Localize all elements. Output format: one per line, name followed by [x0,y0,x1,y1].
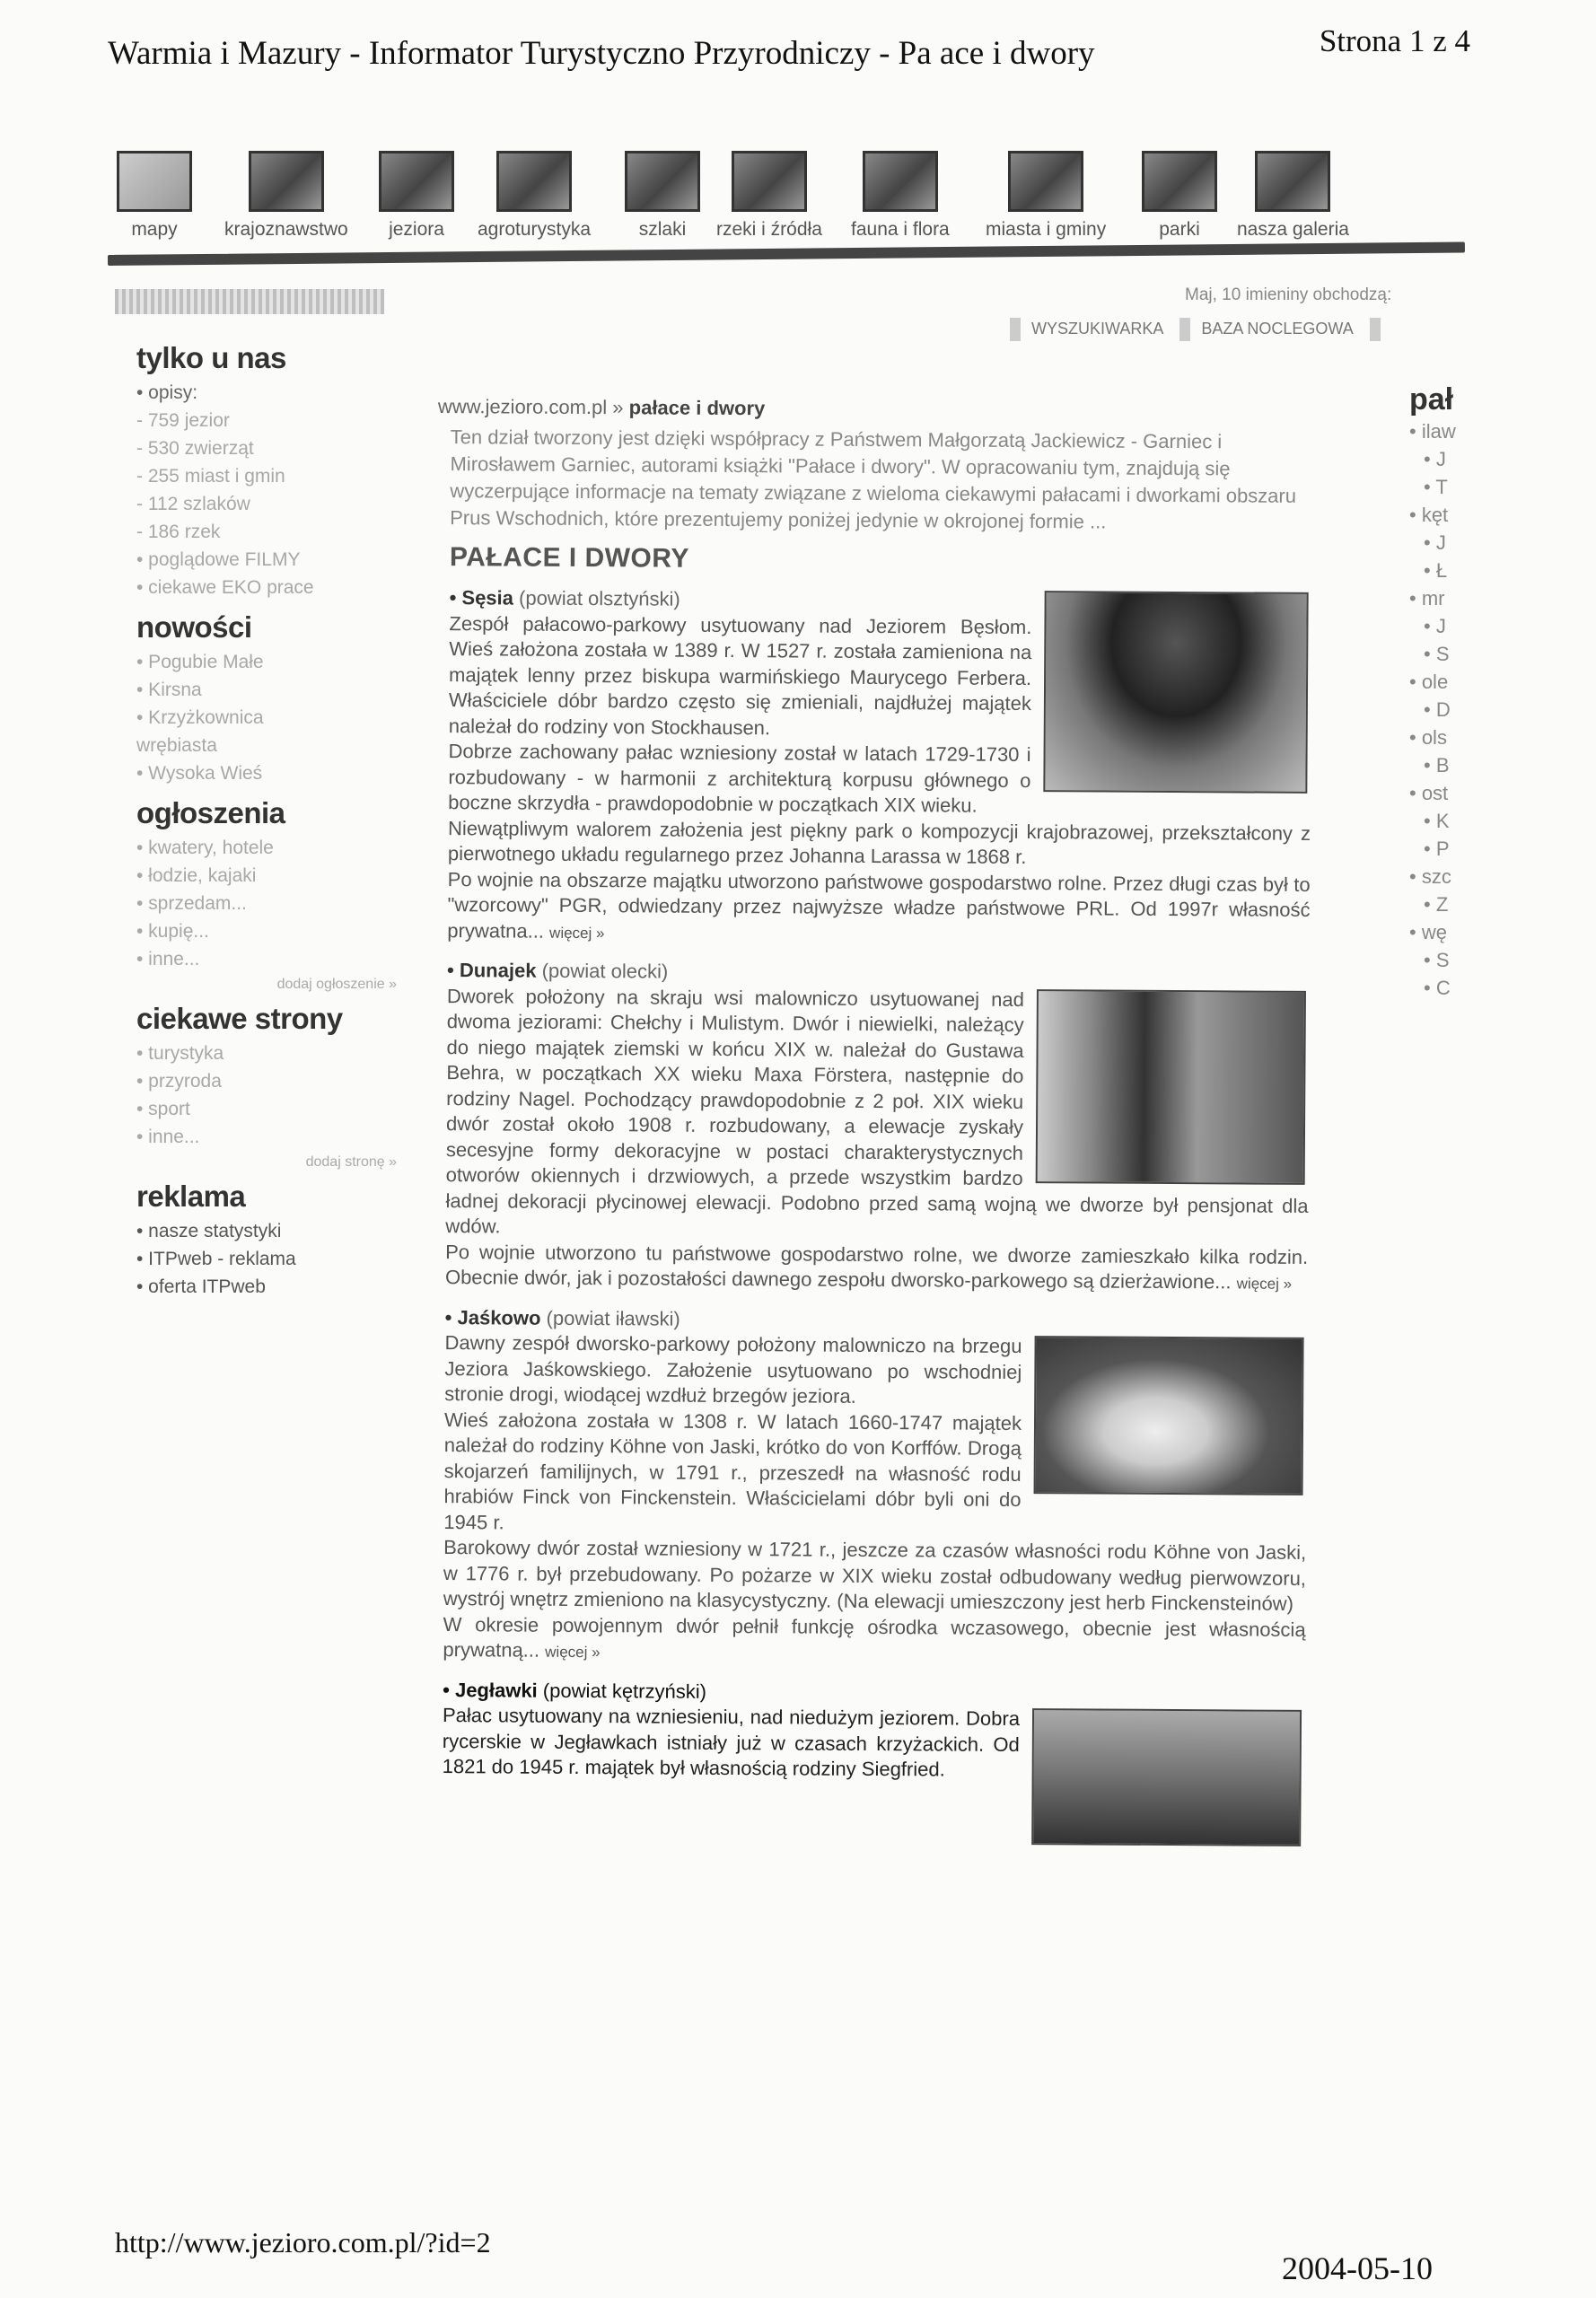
nav-label: mapy [131,219,178,240]
divider [1010,318,1021,341]
sidebar-heading-only-here: tylko u nas [136,341,286,374]
list-item[interactable]: • ilaw [1409,420,1456,443]
entry-paragraph: W okresie powojennym dwór pełnił funkcję ośrodka wczasowego, obecnie jest własnością prywatną... [443,1612,1306,1662]
list-item[interactable]: • sport [136,1099,190,1119]
more-link[interactable]: więcej » [545,1643,601,1662]
entry-name-link[interactable]: • Jaśkowo [444,1305,541,1329]
horses-thumbnail [496,151,572,212]
river-thumbnail [732,151,807,212]
manor-photo [1036,989,1306,1185]
add-site-link[interactable]: dodaj stronę » [305,1154,397,1170]
sites-list [136,1039,397,1151]
list-item[interactable]: • kupię... [136,921,209,942]
list-item[interactable]: • J [1424,531,1446,554]
list-item[interactable]: • D [1424,698,1451,721]
list-item[interactable]: • Kirsna [136,680,202,700]
nav-label: fauna i flora [851,219,950,240]
nav-label: szlaki [638,219,687,240]
entry-name-link[interactable]: • Sęsia [449,586,514,610]
list-item[interactable]: • oferta ITPweb [136,1276,266,1297]
print-footer-url: http://www.jezioro.com.pl/?id=2 [115,2226,491,2259]
breadcrumb-current: pałace i dwory [628,396,766,420]
left-sidebar [136,332,397,1301]
right-column-heading: pał [1409,382,1454,417]
top-links [1010,318,1391,341]
nav-item-fauna[interactable] [851,151,950,241]
list-item[interactable]: • S [1424,643,1450,665]
ads-list [136,834,397,973]
entry-name-link[interactable]: • Jegławki [443,1678,538,1702]
list-item: • opisy: [136,382,198,403]
more-link[interactable]: więcej » [1236,1275,1293,1293]
print-header-title: Warmia i Mazury - Informator Turystyczno Przyrodniczy - Pa ace i dwory [108,35,1095,72]
sidebar-heading-ad: reklama [136,1180,246,1213]
list-item[interactable]: • B [1424,754,1450,776]
news-list [136,648,397,787]
nav-label: jeziora [389,219,444,240]
list-item[interactable]: - 759 jezior [136,410,230,431]
breadcrumb [438,395,1313,424]
entry-paragraph: Dobrze zachowany pałac wzniesiony został w latach 1729-1730 i rozbudowany - w harmonii z architekturą korpusu głównego o boczne skrzydła - prawdopodobnie w początkach XIX wieku. [448,740,1031,817]
nav-item-parki[interactable] [1142,151,1217,241]
accommodation-link[interactable]: BAZA NOCLEGOWA [1201,319,1354,338]
nav-label: parki [1159,219,1200,240]
list-item[interactable]: • inne... [136,1127,200,1147]
list-item[interactable]: • K [1424,810,1450,832]
entry-sesia [447,585,1311,951]
sidebar-heading-news: nowości [136,610,252,644]
nav-label: rzeki i źródła [716,219,822,240]
list-item[interactable]: • ost [1409,782,1449,804]
entry-county: (powiat iławski) [546,1306,680,1330]
entry-paragraph: Barokowy dwór został wzniesiony w 1721 r., jeszcze za czasów własności rodu Köhne von Jaski, w 1776 r. był przebudowany. Po pożarze w XIX wieku został odbudowany według pierwowzoru, wystrój wnętrz zmieniono na klasycystyczny. (Na elewacji umieszczony jest herb Finckensteinów) [443,1536,1307,1615]
swan-thumbnail [863,151,938,212]
entry-jaskowo [443,1305,1307,1671]
entry-paragraph: Po wojnie utworzono tu państwowe gospodarstwo rolne, we dworze zamieszkało kilka rodzin. Obecnie dwór, jak i pozostałości dawnego zespołu dworsko-parkowego są dzierżawione... [444,1240,1309,1294]
list-item[interactable]: • przyroda [136,1071,222,1092]
main-content [429,395,1313,1852]
park-thumbnail [1142,151,1217,212]
entry-paragraph: Dworek położony na skraju wsi malowniczo usytuowanej nad dwoma jeziorami: Chełchy i Mulistym. Dwór i niewielki, należący do niego majątek ziemski w końcu XIX w. należał do Gustawa Behra, w początkach XX wieku Maxa Förstera, następnie do rodziny Nagel. Pochodzący prawdopodobnie z 2 poł. XIX wieku dwór został około 1908 r. rozbudowany, a elewacje zyskały secesyjne formy dekoracyjne w postaci charakterystycznych otworów okiennych i drzwiowych, a przede wszystkim bardzo ładnej dekoracji płycinowej elewacji. Podobno przed samą wojną we dworze był pensjonat dla wdów. [445,984,1309,1238]
map-thumbnail [117,151,192,212]
entry-name-link[interactable]: • Dunajek [447,959,537,982]
sidebar-heading-ads: ogłoszenia [136,796,285,829]
list-item[interactable]: • mr [1409,587,1445,610]
list-item[interactable]: • S [1424,949,1450,971]
list-item[interactable]: • szc [1409,865,1451,888]
nav-item-miasta[interactable] [986,151,1106,241]
nav-item-galeria[interactable] [1237,151,1349,241]
list-item[interactable]: • J [1424,615,1446,637]
entry-county: (powiat olecki) [541,959,669,983]
nav-item-rzeki[interactable] [716,151,822,241]
list-item[interactable]: - 186 rzek [136,522,221,542]
list-item[interactable]: • sprzedam... [136,893,247,914]
list-item[interactable]: - 255 miast i gmin [136,466,285,487]
only-here-list [136,379,397,601]
divider [1179,318,1190,341]
list-item[interactable]: • poglądowe FILMY [136,549,301,570]
more-link[interactable]: więcej » [549,924,605,942]
trail-thumbnail [625,151,700,212]
list-item[interactable]: • Wysoka Wieś [136,763,263,784]
search-link[interactable]: WYSZUKIWARKA [1031,319,1164,338]
list-item[interactable]: • J [1424,448,1446,470]
palace-photo [1031,1708,1302,1846]
entry-county: (powiat kętrzyński) [542,1679,707,1703]
entry-paragraph: Po wojnie na obszarze majątku utworzono państwowe gospodarstwo rolne. Przez długi czas był to "wzorcowy" PGR, odwiedzany przez najwyższe władze państwowe PRL. Od 1997r własność prywatna... [447,867,1311,943]
sidebar-heading-sites: ciekawe strony [136,1002,343,1035]
gallery-thumbnail [1255,151,1330,212]
list-item[interactable]: • ITPweb - reklama [136,1249,296,1269]
nav-label: nasza galeria [1237,219,1349,240]
list-item[interactable]: • inne... [136,949,200,969]
section-title: PAŁACE I DWORY [449,542,689,574]
entry-jeglawki [443,1678,1306,1785]
list-item[interactable]: • Pogubie Małe [136,652,264,672]
list-item[interactable]: • ciekawe EKO prace [136,577,314,598]
entry-dunajek [445,958,1310,1297]
list-item[interactable]: • kwatery, hotele [136,838,274,858]
ad-list [136,1217,397,1301]
list-item[interactable]: • kęt [1409,504,1449,526]
divider [1370,318,1381,341]
town-thumbnail [1008,151,1083,212]
breadcrumb-site-link[interactable]: www.jezioro.com.pl » [437,395,624,419]
list-item[interactable]: • P [1424,838,1450,860]
intro-text: Ten dział tworzony jest dzięki współpracy z Państwem Małgorzatą Jackiewicz - Garniec i Mirosławem Garniec, autorami książki "Pałace i dwory". W opracowaniu tym, znajdują się wyczerpujące informacje na tematy związane z wieloma ciekawymi pałacami i dworkami obszaru Prus Wschodnich, które prezentujemy poniżej jedynie w okrojonej formie ... [450,425,1297,533]
name-day-line: Maj, 10 imieniny obchodzą: [1185,285,1392,304]
manor-photo [1034,1336,1304,1495]
entry-paragraph: Niewątpliwym walorem założenia jest piękny park o kompozycji krajobrazowej, przekształcony z pierwotnego układu regularnego przez Johanna Larassa w 1868 r. [447,816,1311,869]
palace-photo [1043,591,1308,794]
list-item[interactable]: • C [1424,977,1451,999]
list-item[interactable]: • ole [1409,671,1449,693]
nav-label: krajoznawstwo [224,219,348,240]
entry-paragraph: Wieś założona została w 1308 r. W latach 1660-1747 majątek należał do rodziny Köhne von Jaski, krótko do von Korffów. Drogą skojarzeń familijnych, w 1791 r., przeszedł na własność rodu hrabiów Finck von Finckenstein. Właścicielami dóbr byli oni do 1945 r. [443,1408,1022,1533]
list-item[interactable]: • turystyka [136,1043,224,1064]
list-item[interactable]: • Ł [1424,559,1448,582]
entry-county: (powiat olsztyński) [518,586,680,610]
add-ad-link[interactable]: dodaj ogłoszenie » [276,977,397,992]
nav-item-mapy[interactable] [117,151,192,241]
entry-paragraph: Pałac usytuowany na wzniesieniu, nad niedużym jeziorem. Dobra rycerskie w Jegławkach istniały już w czasach krzyżackich. Od 1821 do 1945 r. majątek był własnością rodziny Siegfried. [442,1704,1021,1781]
nav-label: agroturystyka [478,219,592,240]
entry-paragraph: Dawny zespół dworsko-parkowy położony malowniczo na brzegu Jeziora Jaśkowskiego. Założenie usytuowano po wschodniej stronie drogi, wiodącej wzdłuż brzegów jeziora. [444,1331,1022,1408]
list-item[interactable]: - 530 zwierząt [136,438,254,459]
list-item[interactable]: • T [1424,476,1448,498]
list-item[interactable]: • Krzyżkownica [136,707,264,728]
lake-thumbnail [379,151,454,212]
list-item[interactable]: • nasze statystyki [136,1221,282,1241]
right-column-cutoff [1409,382,1472,1002]
list-item[interactable]: • Z [1424,893,1449,916]
print-footer-date: 2004-05-10 [1282,2250,1433,2286]
nav-item-agroturystyka[interactable] [478,151,591,241]
entry-paragraph: Zespół pałacowo-parkowy usytuowany nad Jeziorem Bęsłom. Wieś założona została w 1389 r. W 1527 r. została zamieniona na majątek lenny przez biskupa warmińskiego Maurycego Ferbera. Właściciele dóbr bardzo często się zmieniali, najdłużej majątek należał do rodziny von Stockhausen. [448,611,1032,739]
blurred-banner [115,289,384,314]
list-item[interactable]: wrębiasta [136,735,217,756]
list-item[interactable]: • łodzie, kajaki [136,865,257,886]
nav-label: miasta i gminy [986,219,1107,240]
list-item[interactable]: • ols [1409,726,1447,749]
nav-item-jeziora[interactable] [379,151,454,241]
list-item[interactable]: - 112 szlaków [136,494,250,514]
nav-item-krajoznawstwo[interactable] [224,151,348,241]
landscape-thumbnail [249,151,324,212]
list-item[interactable]: • wę [1409,921,1447,943]
top-navigation [117,151,1391,257]
print-page-number: Strona 1 z 4 [1319,23,1470,58]
nav-item-szlaki[interactable] [625,151,700,241]
